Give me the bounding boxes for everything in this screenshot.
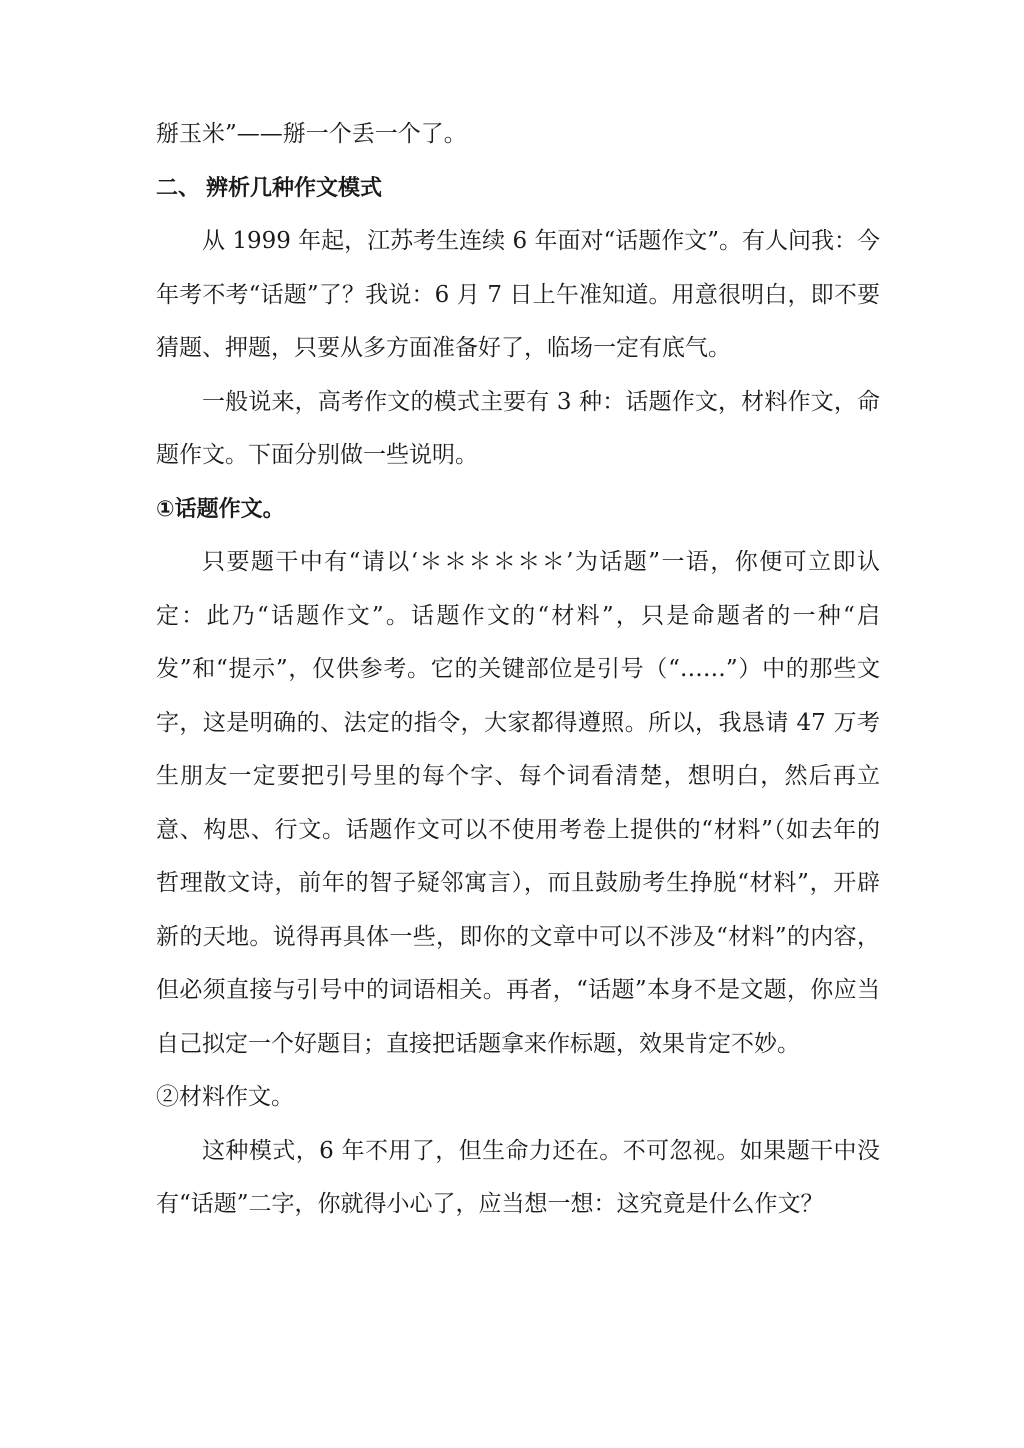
subheading-material-essay: ②材料作文。 — [156, 1084, 294, 1110]
continuation-line: 掰玉米”——掰一个丢一个了。 — [156, 121, 467, 147]
paragraph-intro: 从 1999 年起，江苏考生连续 6 年面对“话题作文”。有人问我：今年考不考“话题”了？我说：6 月 7 日上午准知道。用意很明白，即不要猜题、押题，只要从多方面准备好了，临场一定有底气。 — [156, 228, 880, 361]
section-heading-title: 辨析几种作文模式 — [206, 175, 383, 201]
section-heading — [156, 162, 880, 216]
section-heading-number: 二、 — [156, 175, 201, 201]
paragraph-modes: 一般说来，高考作文的模式主要有 3 种：话题作文，材料作文，命题作文。下面分别做一些说明。 — [156, 388, 880, 468]
text-column — [156, 108, 880, 1232]
paragraph-material-essay: 这种模式，6 年不用了，但生命力还在。不可忽视。如果题干中没有“话题”二字，你就得小心了，应当想一想：这究竟是什么作文？ — [156, 1137, 880, 1217]
subheading-topic-essay: ①话题作文。 — [156, 496, 285, 522]
paragraph-topic-essay: 只要题干中有“请以‘＊＊＊＊＊＊’为话题”一语，你便可立即认定：此乃“话题作文”。话题作文的“材料”，只是命题者的一种“启发”和“提示”，仅供参考。它的关键部位是引号（“……”）中的那些文字，这是明确的、法定的指令，大家都得遵照。所以，我恳请 47 万考生朋友一定要把引号里的每个字、每个词看清楚，想明白，然后再立意、构思、行文。话题作文可以不使用考卷上提供的“材料”（如去年的哲理散文诗，前年的智子疑邻寓言），而且鼓励考生挣脱“材料”，开辟新的天地。说得再具体一些，即你的文章中可以不涉及“材料”的内容，但必须直接与引号中的词语相关。再者，“话题”本身不是文题，你应当自己拟定一个好题目；直接把话题拿来作标题，效果肯定不妙。 — [156, 549, 880, 1057]
